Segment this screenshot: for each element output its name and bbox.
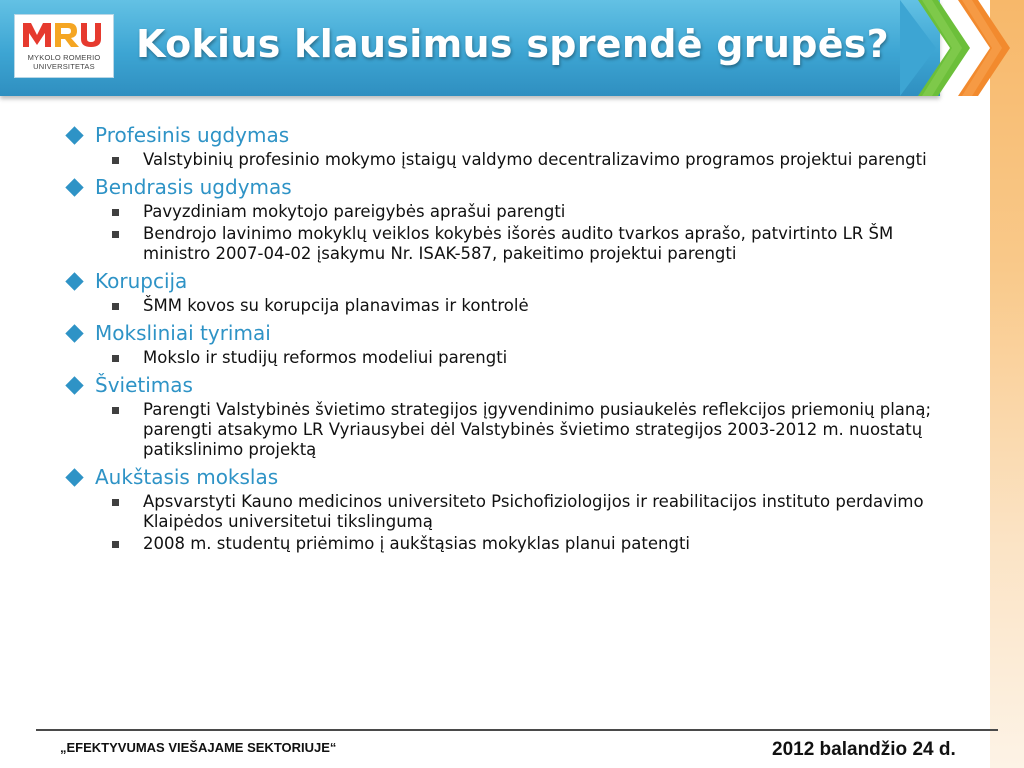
section-heading — [64, 318, 944, 348]
diamond-bullet-icon — [65, 468, 83, 486]
page-title: Kokius klausimus sprendė grupės? — [136, 22, 890, 66]
section-profesinis-ugdymas — [64, 120, 944, 170]
footer-date: 2012 balandžio 24 d. — [772, 739, 956, 760]
section-moksliniai-tyrimai — [64, 318, 944, 368]
list-item — [64, 150, 944, 170]
logo-line-1: MYKOLO ROMERIO — [27, 53, 101, 62]
list-item — [64, 400, 944, 460]
university-logo — [14, 14, 114, 78]
diamond-bullet-icon — [65, 126, 83, 144]
section-title: Profesinis ugdymas — [95, 123, 290, 147]
square-bullet-icon — [112, 407, 119, 414]
section-heading — [64, 462, 944, 492]
section-title: Aukštasis mokslas — [95, 465, 279, 489]
list-item-text: Apsvarstyti Kauno medicinos universiteto Psichofiziologijos ir reabilitacijos instituto perdavimo Klaipėdos universitetui tikslingumą — [143, 492, 924, 531]
list-item-text: Bendrojo lavinimo mokyklų veiklos kokybės išorės audito tvarkos aprašo, patvirtinto LR ŠM ministro 2007-04-02 įsakymu Nr. ISAK-587, pakeitimo projektui parengti — [143, 224, 894, 263]
section-items — [64, 150, 944, 170]
section-title: Moksliniai tyrimai — [95, 321, 271, 345]
section-title: Korupcija — [95, 269, 188, 293]
square-bullet-icon — [112, 157, 119, 164]
section-heading — [64, 172, 944, 202]
section-title: Švietimas — [95, 373, 193, 397]
diamond-bullet-icon — [65, 272, 83, 290]
list-item-text: Mokslo ir studijų reformos modeliui parengti — [143, 348, 508, 367]
square-bullet-icon — [112, 209, 119, 216]
square-bullet-icon — [112, 231, 119, 238]
section-heading — [64, 266, 944, 296]
list-item — [64, 296, 944, 316]
section-heading — [64, 120, 944, 150]
section-title: Bendrasis ugdymas — [95, 175, 292, 199]
orange-chevron-icon — [958, 0, 1010, 96]
section-bendrasis-ugdymas — [64, 172, 944, 264]
section-items — [64, 400, 944, 460]
section-svietimas — [64, 370, 944, 460]
list-item-text: ŠMM kovos su korupcija planavimas ir kontrolė — [143, 296, 529, 315]
list-item — [64, 224, 944, 264]
diamond-bullet-icon — [65, 324, 83, 342]
list-item-text: Valstybinių profesinio mokymo įstaigų valdymo decentralizavimo programos projektui parengti — [143, 150, 927, 169]
diamond-bullet-icon — [65, 178, 83, 196]
list-item — [64, 348, 944, 368]
section-items — [64, 202, 944, 264]
section-korupcija — [64, 266, 944, 316]
square-bullet-icon — [112, 499, 119, 506]
logo-caption — [18, 53, 110, 71]
section-aukstasis-mokslas — [64, 462, 944, 554]
side-decoration-strip — [990, 0, 1024, 768]
list-item-text: Parengti Valstybinės švietimo strategijos įgyvendinimo pusiaukelės reflekcijos priemonių planą; parengti atsakymo LR Vyriausybei dėl Valstybinės švietimo strategijos 2003-2012 m. nuostatų patikslinimo projektą — [143, 400, 932, 459]
list-item — [64, 492, 944, 532]
section-items — [64, 348, 944, 368]
footer-divider — [36, 729, 998, 731]
mru-logo-mark-icon — [21, 19, 107, 49]
section-items — [64, 296, 944, 316]
list-item — [64, 202, 944, 222]
slide-content — [64, 120, 944, 556]
logo-line-2: UNIVERSITETAS — [33, 62, 95, 71]
footer-event-name: „EFEKTYVUMAS VIEŠAJAME SEKTORIUJE“ — [60, 740, 337, 755]
list-item-text: 2008 m. studentų priėmimo į aukštąsias mokyklas planui patengti — [143, 534, 690, 553]
list-item — [64, 534, 944, 554]
diamond-bullet-icon — [65, 376, 83, 394]
section-items — [64, 492, 944, 554]
square-bullet-icon — [112, 355, 119, 362]
section-heading — [64, 370, 944, 400]
square-bullet-icon — [112, 541, 119, 548]
square-bullet-icon — [112, 303, 119, 310]
list-item-text: Pavyzdiniam mokytojo pareigybės aprašui parengti — [143, 202, 566, 221]
